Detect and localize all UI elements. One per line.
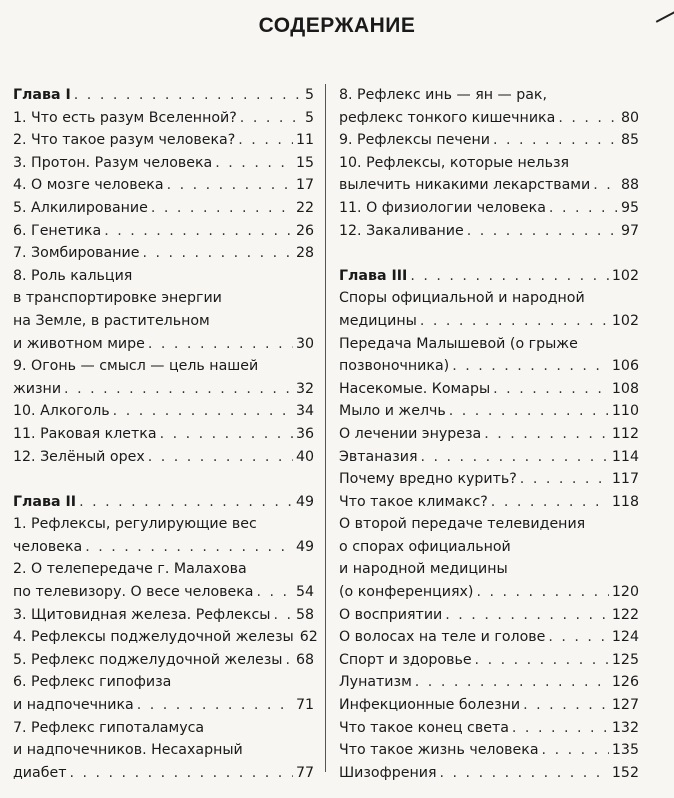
page-number: 97 (620, 222, 639, 239)
page-number: 11 (295, 132, 314, 149)
page-number: 114 (611, 448, 639, 465)
page-number: 22 (295, 199, 314, 216)
toc-entry (13, 174, 314, 197)
dot-leader (64, 378, 293, 401)
toc-entry-line (339, 400, 639, 423)
toc-entry (13, 446, 314, 469)
entry-title: Насекомые. Комары (339, 380, 491, 397)
toc-entry-line (13, 491, 314, 514)
toc-entry-line (13, 197, 314, 220)
entry-title: Мыло и желчь (339, 403, 446, 420)
dot-leader (410, 265, 609, 288)
dot-leader (257, 581, 293, 604)
toc-entry-line (13, 649, 314, 672)
toc-entry (13, 558, 314, 603)
dot-leader (493, 378, 609, 401)
toc-entry-line (13, 626, 318, 649)
toc-entry-line (13, 333, 314, 356)
toc-entry (339, 197, 639, 220)
page-number: 54 (295, 584, 314, 601)
toc-entry-line (339, 174, 639, 197)
toc-entry (339, 152, 639, 197)
toc-entry (339, 84, 639, 129)
page-number: 34 (295, 403, 314, 420)
entry-title: О второй передаче телевидения (339, 516, 586, 533)
toc-entry (13, 423, 314, 446)
page-number: 17 (295, 177, 314, 194)
entry-title: рефлекс тонкого кишечника (339, 109, 556, 126)
entry-title: О восприятии (339, 606, 443, 623)
toc-entry-line (339, 694, 639, 717)
toc-entry (339, 694, 639, 717)
dot-leader (593, 174, 618, 197)
toc-entry-line (13, 446, 314, 469)
page-number: 71 (295, 697, 314, 714)
toc-entry-line (13, 378, 314, 401)
toc-entry (13, 107, 314, 130)
entry-title: и надпочечника (13, 697, 134, 714)
toc-entry (339, 762, 639, 785)
entry-title: 5. Рефлекс поджелудочной железы (13, 651, 283, 668)
dot-leader (449, 400, 609, 423)
page-number: 126 (611, 674, 639, 691)
toc-chapter-heading (339, 265, 639, 288)
chapter-title: Глава III (339, 267, 408, 284)
page-title: СОДЕРЖАНИЕ (258, 14, 416, 37)
chapter-title: Глава II (13, 493, 77, 510)
dot-leader (286, 649, 293, 672)
entry-title: позвоночника) (339, 358, 450, 375)
toc-entry-line (13, 84, 314, 107)
page-number: 135 (611, 742, 639, 759)
dot-leader (113, 400, 293, 423)
toc-entry-line (13, 287, 314, 310)
entry-title: О лечении энуреза (339, 425, 482, 442)
entry-title: 9. Огонь — смысл — цель нашей (13, 358, 259, 375)
entry-title: 12. Закаливание (339, 222, 464, 239)
entry-title: 1. Рефлексы, регулирующие вес (13, 516, 257, 533)
toc-entry-line (339, 739, 639, 762)
toc-entry (13, 513, 314, 558)
dot-leader (215, 152, 293, 175)
dot-leader (137, 694, 293, 717)
toc-entry (13, 197, 314, 220)
dot-leader (548, 626, 609, 649)
dot-leader (79, 491, 293, 514)
page-number: 127 (611, 697, 639, 714)
dot-leader (240, 107, 302, 130)
toc-entry (339, 446, 639, 469)
toc-entry-line (339, 265, 639, 288)
dot-leader (421, 446, 609, 469)
entry-title: в транспортировке энергии (13, 290, 222, 307)
toc-entry-line (339, 333, 639, 356)
entry-title: 2. О телепередаче г. Малахова (13, 561, 247, 578)
toc-entry-line (13, 400, 314, 423)
page-number: 124 (611, 629, 639, 646)
toc-entry-line (13, 762, 314, 785)
dot-leader (476, 581, 608, 604)
toc-entry-line (13, 310, 314, 333)
entry-title: Лунатизм (339, 674, 412, 691)
toc-entry-line (339, 717, 639, 740)
toc-entry (339, 717, 639, 740)
entry-title: 3. Щитовидная железа. Рефлексы (13, 606, 271, 623)
toc-entry (339, 604, 639, 627)
page-number: 108 (611, 380, 639, 397)
dot-leader (420, 310, 609, 333)
toc-entry-line (13, 423, 314, 446)
page-number: 15 (295, 154, 314, 171)
toc-entry-line (339, 671, 639, 694)
entry-title: Инфекционные болезни (339, 697, 521, 714)
dot-leader (273, 604, 292, 627)
toc-entry-line (339, 626, 639, 649)
toc-entry-line (13, 536, 314, 559)
page-number: 80 (620, 109, 639, 126)
entry-title: (о конференциях) (339, 584, 474, 601)
entry-title: 9. Рефлексы печени (339, 132, 490, 149)
dot-leader (452, 355, 609, 378)
page-number: 152 (611, 764, 639, 781)
entry-title: жизни (13, 380, 62, 397)
column-divider (325, 84, 326, 772)
entry-title: Почему вредно курить? (339, 471, 517, 488)
dot-leader (440, 762, 609, 785)
toc-entry (13, 626, 318, 649)
entry-title: о спорах официальной (339, 538, 511, 555)
toc-entry-line (13, 581, 314, 604)
entry-title: 6. Генетика (13, 222, 102, 239)
toc-entry (339, 423, 639, 446)
toc-entry (339, 333, 639, 378)
page-number: 49 (295, 493, 314, 510)
entry-title: 3. Протон. Разум человека (13, 154, 213, 171)
entry-title: 1. Что есть разум Вселенной? (13, 109, 237, 126)
page-number: 58 (295, 606, 314, 623)
toc-entry (13, 671, 314, 716)
page-number: 85 (620, 132, 639, 149)
dot-leader (85, 536, 293, 559)
toc-entry-line (13, 355, 314, 378)
toc-entry-line (13, 671, 314, 694)
page-number: 28 (295, 245, 314, 262)
toc-entry (13, 220, 314, 243)
toc-entry-line (339, 107, 639, 130)
toc-entry (339, 129, 639, 152)
entry-title: диабет (13, 764, 67, 781)
entry-title: 10. Рефлексы, которые нельзя (339, 154, 570, 171)
dot-leader (160, 423, 293, 446)
toc-entry-line (13, 129, 314, 152)
page-number: 117 (611, 471, 639, 488)
entry-title: 6. Рефлекс гипофиза (13, 674, 172, 691)
toc-entry (339, 468, 639, 491)
dot-leader (167, 174, 293, 197)
page-number: 120 (611, 584, 639, 601)
page-number: 68 (295, 651, 314, 668)
entry-title: по телевизору. О весе человека (13, 584, 254, 601)
toc-entry-line (13, 604, 314, 627)
dot-leader (491, 491, 609, 514)
toc-entry-line (13, 220, 314, 243)
toc-entry-line (13, 174, 314, 197)
dot-leader (542, 739, 609, 762)
entry-title: медицины (339, 312, 417, 329)
toc-right-column (339, 84, 639, 784)
toc-entry (13, 400, 314, 423)
page-number: 122 (611, 606, 639, 623)
toc-entry-line (339, 355, 639, 378)
toc-entry-line (13, 242, 314, 265)
toc-entry-line (339, 581, 639, 604)
toc-entry-line (339, 197, 639, 220)
toc-entry (339, 491, 639, 514)
dot-leader (142, 242, 292, 265)
toc-entry-line (339, 84, 639, 107)
page-number: 40 (295, 448, 314, 465)
page-number: 77 (295, 764, 314, 781)
entry-title: и народной медицины (339, 561, 508, 578)
entry-title: вылечить никакими лекарствами (339, 177, 591, 194)
entry-title: Эвтаназия (339, 448, 418, 465)
page-number: 36 (295, 425, 314, 442)
dot-leader (558, 107, 618, 130)
entry-title: на Земле, в растительном (13, 312, 210, 329)
toc-entry-line (339, 513, 639, 536)
entry-title: 12. Зелёный орех (13, 448, 145, 465)
toc-entry-line (339, 762, 639, 785)
toc-entry (339, 671, 639, 694)
entry-title: Что такое климакс? (339, 493, 488, 510)
toc-entry-line (13, 152, 314, 175)
dot-leader (512, 717, 609, 740)
toc-entry-line (13, 513, 314, 536)
entry-title: 4. О мозге человека (13, 177, 164, 194)
dot-leader (148, 446, 293, 469)
toc-entry-line (339, 423, 639, 446)
toc-entry-line (13, 739, 314, 762)
page-number: 26 (295, 222, 314, 239)
page-number: 118 (611, 493, 639, 510)
dot-leader (520, 468, 609, 491)
toc-entry (13, 649, 314, 672)
toc-entry-line (339, 287, 639, 310)
dot-leader (523, 694, 609, 717)
toc-entry-line (339, 536, 639, 559)
toc-entry-line (339, 152, 639, 175)
toc-entry (13, 129, 314, 152)
toc-entry-line (339, 378, 639, 401)
toc-entry (13, 152, 314, 175)
entry-title: 8. Рефлекс инь — ян — рак, (339, 87, 547, 103)
section-spacer (339, 242, 639, 265)
toc-entry (339, 287, 639, 332)
entry-title: Шизофрения (339, 764, 437, 781)
toc-entry (13, 604, 314, 627)
page-number: 30 (295, 335, 314, 352)
dot-leader (104, 220, 293, 243)
toc-entry (13, 242, 314, 265)
page-number: 32 (295, 380, 314, 397)
dot-leader (475, 649, 609, 672)
entry-title: 4. Рефлексы поджелудочной железы (13, 629, 294, 646)
page-number: 62 (299, 629, 318, 646)
dot-leader (74, 84, 302, 107)
toc-chapter-heading (13, 84, 314, 107)
toc-entry-line (13, 265, 314, 288)
toc-entry-line (339, 491, 639, 514)
page-number: 102 (611, 267, 639, 284)
page-number: 49 (295, 538, 314, 555)
entry-title: Спорт и здоровье (339, 651, 472, 668)
dot-leader (549, 197, 618, 220)
page-number: 102 (611, 312, 639, 329)
page-number: 106 (611, 358, 639, 375)
dot-leader (484, 423, 609, 446)
page-number: 112 (611, 425, 639, 442)
entry-title: О волосах на теле и голове (339, 629, 546, 646)
dot-leader (467, 220, 618, 243)
entry-title: Передача Малышевой (о грыже (339, 335, 578, 352)
chapter-title: Глава I (13, 87, 71, 103)
toc-entry-line (13, 694, 314, 717)
page-number: 88 (620, 177, 639, 194)
toc-entry (339, 739, 639, 762)
entry-title: Что такое конец света (339, 719, 509, 736)
toc-entry-line (339, 446, 639, 469)
dot-leader (148, 333, 293, 356)
dot-leader (493, 129, 618, 152)
entry-title: 7. Рефлекс гипоталамуса (13, 719, 205, 736)
entry-title: Споры официальной и народной (339, 290, 585, 307)
page-number: 95 (620, 199, 639, 216)
toc-left-column (13, 84, 318, 784)
dot-leader (69, 762, 292, 785)
toc-entry (13, 355, 314, 400)
toc-entry (339, 400, 639, 423)
entry-title: 8. Роль кальция (13, 267, 133, 284)
toc-entry-line (13, 558, 314, 581)
entry-title: 7. Зомбирование (13, 245, 140, 262)
toc-entry-line (13, 717, 314, 740)
entry-title: человека (13, 538, 83, 555)
toc-entry-line (339, 604, 639, 627)
toc-entry-line (339, 220, 639, 243)
toc-chapter-heading (13, 491, 314, 514)
toc-entry-line (339, 129, 639, 152)
page-number: 5 (304, 109, 314, 126)
page-number: 132 (611, 719, 639, 736)
toc-entry (339, 378, 639, 401)
page-number: 125 (611, 651, 639, 668)
toc-entry (339, 220, 639, 243)
toc-entry-line (339, 649, 639, 672)
entry-title: и животном мире (13, 335, 145, 352)
dot-leader (415, 671, 609, 694)
toc-entry (339, 626, 639, 649)
entry-title: 10. Алкоголь (13, 403, 110, 420)
toc-entry-line (13, 107, 314, 130)
toc-entry (13, 717, 314, 785)
page-number: 5 (304, 87, 314, 103)
entry-title: 5. Алкилирование (13, 199, 148, 216)
entry-title: 11. Раковая клетка (13, 425, 157, 442)
toc-entry-line (339, 468, 639, 491)
toc-entry (339, 513, 639, 603)
entry-title: и надпочечников. Несахарный (13, 742, 243, 759)
dot-leader (445, 604, 609, 627)
entry-title: 2. Что такое разум человека? (13, 132, 236, 149)
dot-leader (238, 129, 293, 152)
toc-entry (13, 265, 314, 355)
toc-entry-line (339, 310, 639, 333)
toc-entry-line (339, 558, 639, 581)
entry-title: 11. О физиологии человека (339, 199, 546, 216)
section-spacer (13, 468, 314, 491)
dot-leader (151, 197, 293, 220)
page-number: 110 (611, 403, 639, 420)
entry-title: Что такое жизнь человека (339, 742, 539, 759)
toc-entry (339, 649, 639, 672)
